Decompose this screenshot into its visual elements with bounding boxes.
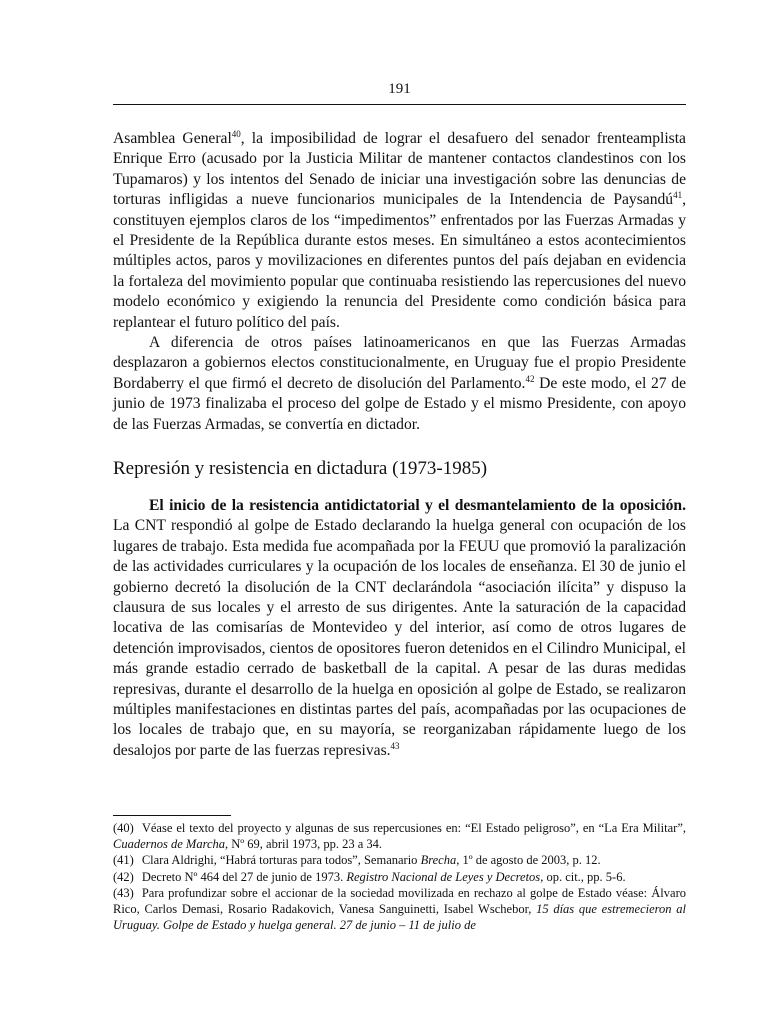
footnote-text: Nº 69, abril 1973, pp. 23 a 34. <box>228 836 383 851</box>
footnote-43 <box>113 886 686 933</box>
footnote-rule <box>113 815 231 816</box>
footnote-ref[interactable]: 43 <box>390 740 400 751</box>
footnote-text: , op. cit., pp. 5-6. <box>540 869 626 884</box>
section-heading: Represión y resistencia en dictadura (1973-1985) <box>113 458 488 479</box>
footnote-italic: 15 días que estremecieron al Uruguay. Golpe de Estado y huelga general. 27 de junio – 11 de julio de <box>113 901 686 932</box>
paragraph <box>113 496 686 761</box>
header-rule <box>113 104 686 105</box>
paragraph-text: De este modo, el 27 de junio de 1973 finalizaba el proceso del golpe de Estado y el mismo Presidente, con apoyo de las Fuerzas Armadas, se convertía en dictador. <box>113 374 686 433</box>
paragraph-text: , constituyen ejemplos claros de los “impedimentos” enfrentados por las Fuerzas Armadas y el Presidente de la República durante estos meses. En simultáneo a estos acontecimientos múltiples actos, paros y movilizaciones en diferentes puntos del país dejaban en evidencia la fortaleza del movimiento popular que continuaba resistiendo las repercusiones del nuevo modelo económico y exigiendo la renuncia del Presidente como condición básica para replantear el futuro político del país. <box>113 191 686 331</box>
paragraph-text: , la imposibilidad de lograr el desafuero del senador frenteamplista Enrique Erro (acusado por la Justicia Militar de mantener contactos clandestinos con los Tupamaros) y los intentos del Senado de iniciar una investigación sobre las denuncias de torturas infligidas a nueve funcionarios municipales de la Intendencia de Paysandú <box>113 130 686 209</box>
footnote-text: , 1º de agosto de 2003, p. 12. <box>456 853 601 868</box>
footnote-41 <box>113 853 686 869</box>
paragraph <box>113 333 686 435</box>
paragraph <box>113 129 686 333</box>
paragraph-lead: El inicio de la resistencia antidictatorial y el desmantelamiento de la oposición. <box>149 497 686 514</box>
section-body <box>113 496 686 761</box>
paragraph-text: Asamblea General <box>113 130 232 147</box>
footnote-text: Clara Aldrighi, “Habrá torturas para todos”, Semanario <box>141 853 421 868</box>
footnote-number: (42) <box>113 869 134 884</box>
footnote-ref[interactable]: 41 <box>673 190 683 201</box>
footnote-number: (43) <box>113 886 134 901</box>
footnote-ref[interactable]: 42 <box>525 373 535 384</box>
footnote-italic: Cuadernos de Marcha, <box>113 836 229 851</box>
footnote-text: Véase el texto del proyecto y algunas de sus repercusiones en: “El Estado peligroso”, en “La Era Militar”, <box>141 821 686 835</box>
footnote-italic: Brecha <box>420 853 457 868</box>
footnote-italic: Registro Nacional de Leyes y Decretos <box>346 869 541 884</box>
paragraph-text: A diferencia de otros países latinoamericanos en que las Fuerzas Armadas desplazaron a gobiernos electos constitucionalmente, en Uruguay fue el propio Presidente Bordaberry el que firmó el decreto de disolución del Parlamento. <box>113 334 686 392</box>
footnote-text: Decreto Nº 464 del 27 de junio de 1973. <box>141 869 347 884</box>
footnote-42 <box>113 870 686 886</box>
page-number: 191 <box>388 81 411 97</box>
footnotes <box>113 821 686 934</box>
paragraph-text: La CNT respondió al golpe de Estado declarando la huelga general con ocupación de los lugares de trabajo. Esta medida fue acompañada por la FEUU que promovió la paralización de las actividades curriculares y la ocupación de los locales de enseñanza. El 30 de junio el gobierno decretó la disolución de la CNT declarándola “asociación ilícita” y dispuso la clausura de sus locales y el arresto de sus dirigentes. Ante la saturación de la capacidad locativa de las comisarías de Montevideo y del interior, así como de otros lugares de detención improvisados, cientos de opositores fueron detenidos en el Cilindro Municipal, el más grande estadio cerrado de basketball de la capital. A pesar de las duras medidas represivas, durante el desarrollo de la huelga en oposición al golpe de Estado, se realizaron múltiples manifestaciones en distintas partes del país, acompañadas por las ocupaciones de los locales de trabajo que, en su mayoría, se reorganizaban rápidamente luego de los desalojos por parte de las fuerzas represivas. <box>113 517 686 759</box>
footnote-number: (41) <box>113 853 134 868</box>
footnote-40 <box>113 821 686 852</box>
body-text <box>113 129 686 435</box>
footnote-number: (40) <box>113 821 134 835</box>
footnote-ref[interactable]: 40 <box>231 128 241 139</box>
footnote-text: Para profundizar sobre el accionar de la sociedad movilizada en rechazo al golpe de Estado véase: Álvaro Rico, Carlos Demasi, Rosario Radakovich, Vanesa Sanguinetti, Isabel Wschebor, <box>113 886 686 916</box>
